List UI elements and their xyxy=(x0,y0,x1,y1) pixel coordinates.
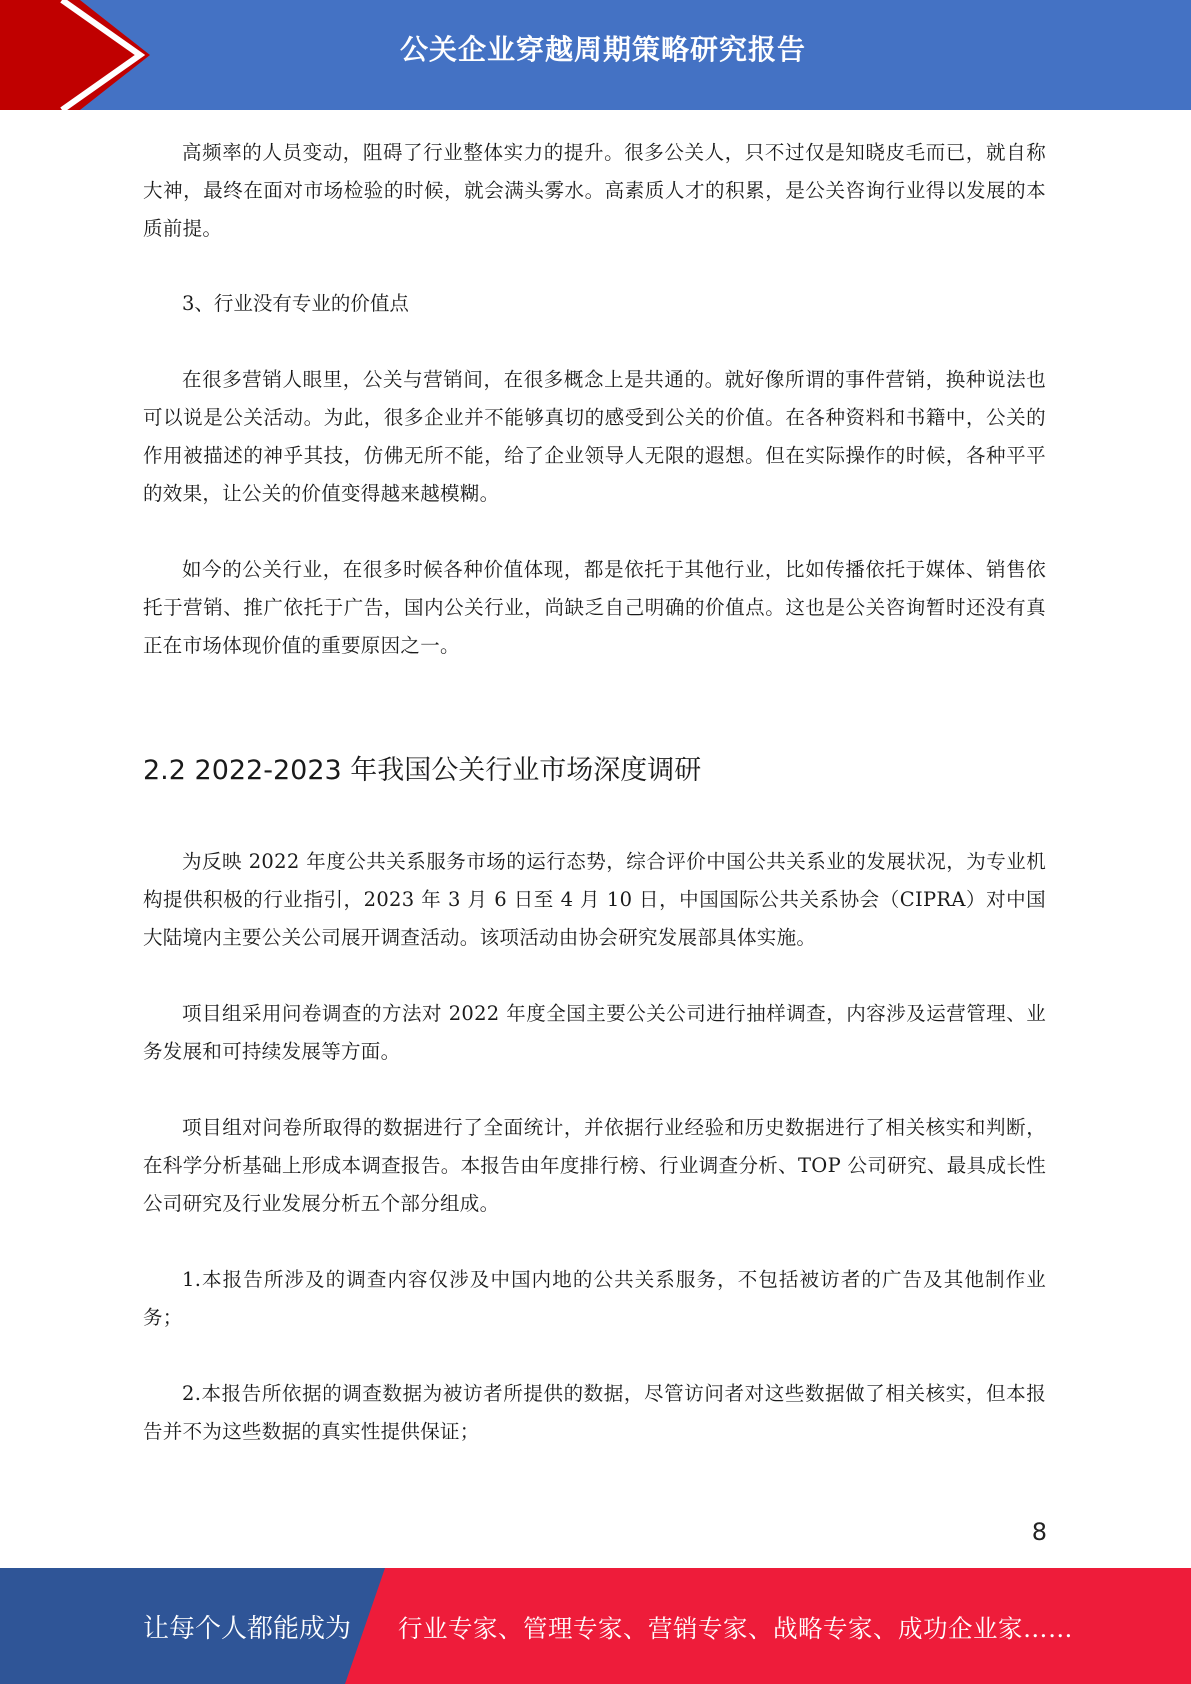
paragraph-4 xyxy=(143,843,1046,957)
paragraph-text: 在很多营销人眼里，公关与营销间，在很多概念上是共通的。就好像所谓的事件营销，换种说法也可以说是公关活动。为此，很多企业并不能够真切的感受到公关的价值。在各种资料和书籍中，公关的作用被描述的神乎其技，仿佛无所不能，给了企业领导人无限的遐想。但在实际操作的时候，各种平平的效果，让公关的价值变得越来越模糊。 xyxy=(143,368,1046,505)
header-chevron-decoration xyxy=(0,0,160,110)
page-footer xyxy=(0,1568,1191,1684)
page-number: 8 xyxy=(1031,1518,1047,1546)
paragraph-text: 1.本报告所涉及的调查内容仅涉及中国内地的公共关系服务，不包括被访者的广告及其他制作业务； xyxy=(143,1268,1046,1329)
paragraph-1 xyxy=(143,134,1046,248)
section-title: 2.2 2022-2023 年我国公关行业市场深度调研 xyxy=(143,755,702,786)
paragraph-text: 为反映 2022 年度公共关系服务市场的运行态势，综合评价中国公共关系业的发展状况，为专业机构提供积极的行业指引，2023 年 3 月 6 日至 4 月 10 日，中国国际公共关系协会（CIPRA）对中国大陆境内主要公关公司展开调查活动。该项活动由协会研究发展部具体实施。 xyxy=(143,850,1046,949)
paragraph-3 xyxy=(143,551,1046,665)
paragraph-text: 2.本报告所依据的调查数据为被访者所提供的数据，尽管访问者对这些数据做了相关核实，但本报告并不为这些数据的真实性提供保证； xyxy=(143,1382,1046,1443)
paragraph-6 xyxy=(143,1109,1046,1223)
paragraph-8 xyxy=(143,1375,1046,1451)
paragraph-text: 项目组采用问卷调查的方法对 2022 年度全国主要公关公司进行抽样调查，内容涉及运营管理、业务发展和可持续发展等方面。 xyxy=(143,1002,1046,1063)
paragraph-2 xyxy=(143,361,1046,513)
subheading-3: 3、行业没有专业的价值点 xyxy=(182,292,409,315)
paragraph-text: 高频率的人员变动，阻碍了行业整体实力的提升。很多公关人，只不过仅是知晓皮毛而已，就自称大神，最终在面对市场检验的时候，就会满头雾水。高素质人才的积累，是公关咨询行业得以发展的本质前提。 xyxy=(143,141,1046,240)
paragraph-text: 如今的公关行业，在很多时候各种价值体现，都是依托于其他行业，比如传播依托于媒体、销售依托于营销、推广依托于广告，国内公关行业，尚缺乏自己明确的价值点。这也是公关咨询暂时还没有真正在市场体现价值的重要原因之一。 xyxy=(143,558,1046,657)
paragraph-5 xyxy=(143,995,1046,1071)
paragraph-7 xyxy=(143,1261,1046,1337)
footer-slogan-right: 行业专家、管理专家、营销专家、战略专家、成功企业家…… xyxy=(398,1614,1073,1643)
page-header xyxy=(0,0,1191,110)
header-title: 公关企业穿越周期策略研究报告 xyxy=(400,33,807,66)
paragraph-text: 项目组对问卷所取得的数据进行了全面统计，并依据行业经验和历史数据进行了相关核实和判断，在科学分析基础上形成本调查报告。本报告由年度排行榜、行业调查分析、TOP 公司研究、最具成长性公司研究及行业发展分析五个部分组成。 xyxy=(143,1116,1046,1215)
footer-slogan-left: 让每个人都能成为 xyxy=(143,1614,352,1644)
